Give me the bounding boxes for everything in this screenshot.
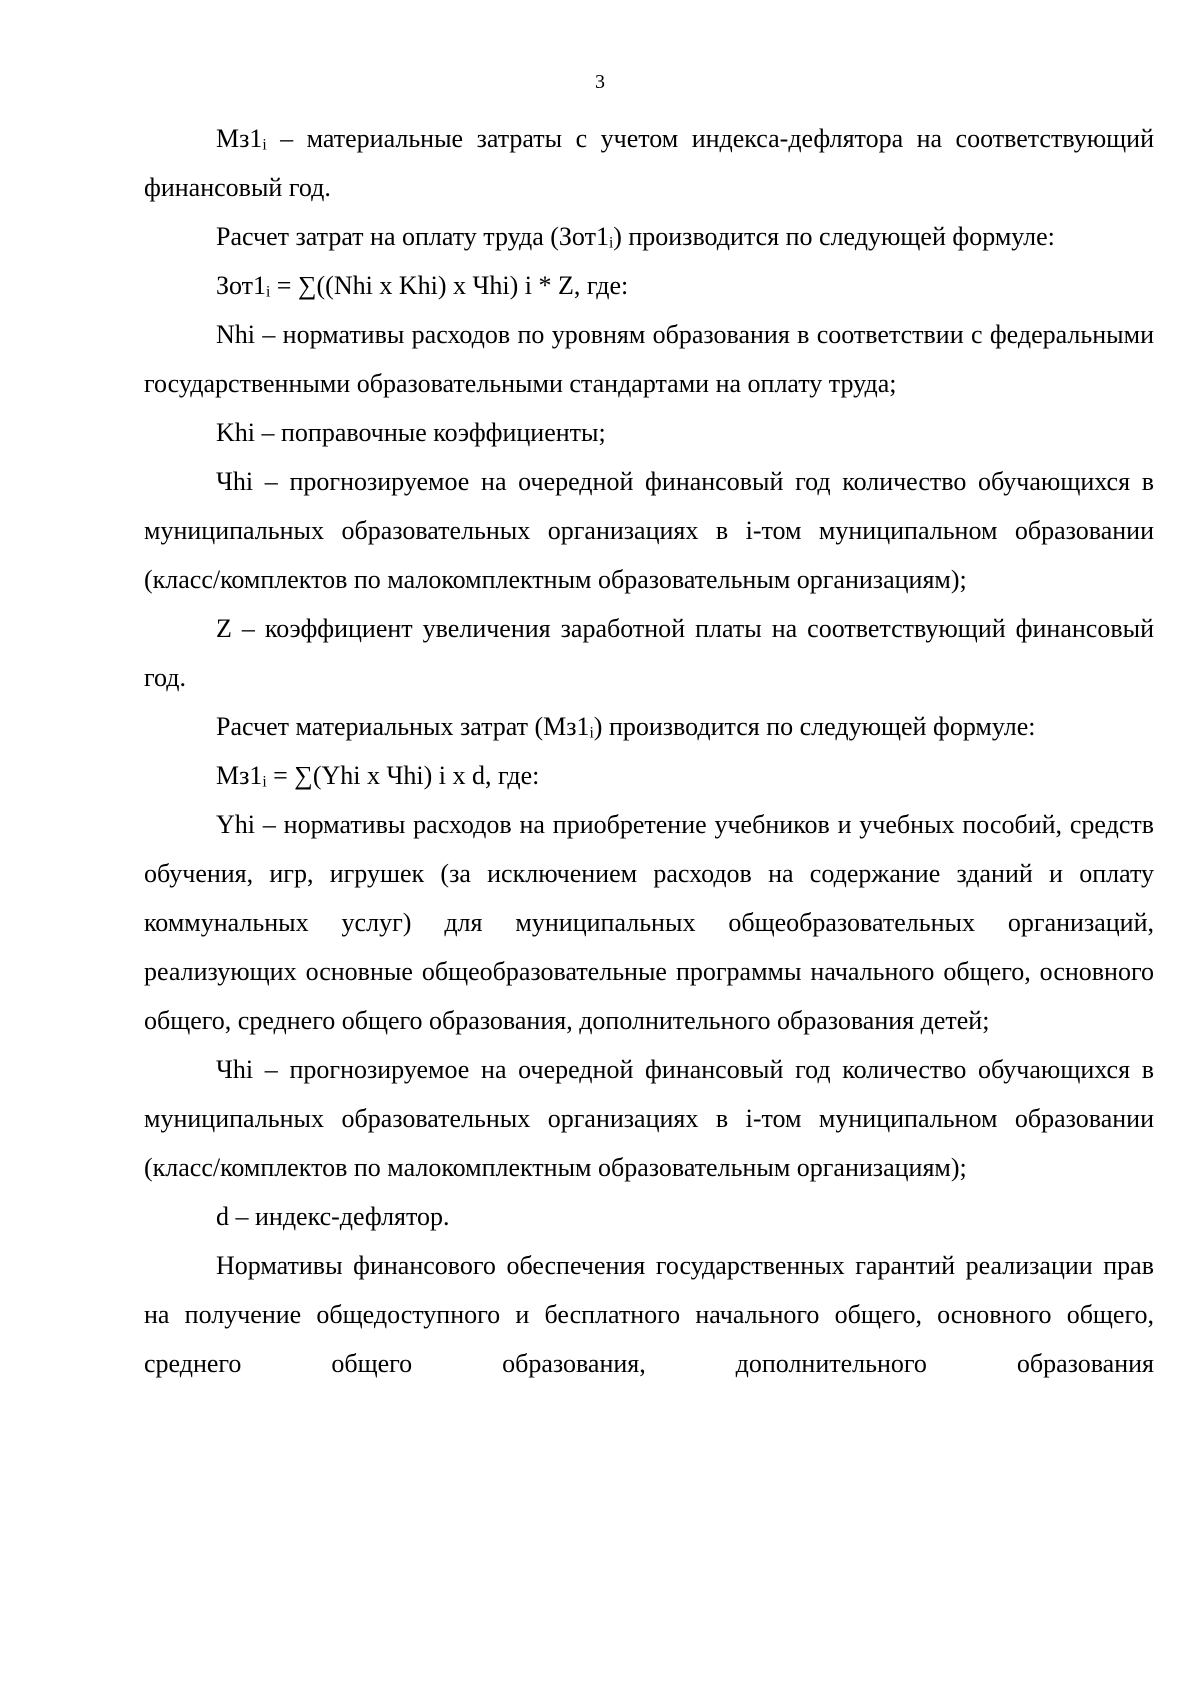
paragraph-nhi-def: Nhi – нормативы расходов по уровням образования в соответствии с федеральными государственными образовательными стандартами на оплату труда;: [144, 320, 1154, 398]
paragraph-khi-def: Khi – поправочные коэффициенты;: [216, 418, 606, 447]
paragraph-d-def: d – индекс-дефлятор.: [216, 1202, 450, 1231]
paragraph-chi-def-2: Чhi – прогнозируемое на очередной финансовый год количество обучающихся в муниципальных образовательных организациях в i-том муниципальном образовании (класс/комплектов по малокомплектным образовательным организациям);: [144, 1055, 1154, 1182]
paragraph-material-costs-def: Мз1ᵢ – материальные затраты с учетом индекса-дефлятора на соответствующий финансовый год.: [144, 124, 1154, 202]
paragraph-z-def: Z – коэффициент увеличения заработной платы на соответствующий финансовый год.: [144, 614, 1154, 692]
formula-labor-cost: Зот1ᵢ = ∑((Nhi х Khi) х Чhi) i * Z, где:: [216, 271, 629, 300]
paragraph-labor-cost-intro: Расчет затрат на оплату труда (Зот1ᵢ) производится по следующей формуле:: [216, 222, 1055, 251]
page-number: 3: [595, 71, 605, 93]
paragraph-normatives: Нормативы финансового обеспечения государственных гарантий реализации прав на получение общедоступного и бесплатного начального общего, основного общего, среднего общего образования, дополнительного образования: [144, 1251, 1154, 1378]
paragraph-chi-def: Чhi – прогнозируемое на очередной финансовый год количество обучающихся в муниципальных образовательных организациях в i-том муниципальном образовании (класс/комплектов по малокомплектным образовательным организациям);: [144, 467, 1154, 594]
formula-material-cost: Мз1ᵢ = ∑(Yhi х Чhi) i х d, где:: [216, 761, 540, 790]
paragraph-material-cost-intro: Расчет материальных затрат (Мз1ᵢ) производится по следующей формуле:: [216, 712, 1036, 741]
paragraph-yhi-def: Yhi – нормативы расходов на приобретение учебников и учебных пособий, средств обучения, игр, игрушек (за исключением расходов на содержание зданий и оплату коммунальных услуг) для муниципальных общеобразовательных организаций, реализующих основные общеобразовательные программы начального общего, основного общего, среднего общего образования, дополнительного образования детей;: [144, 810, 1154, 1035]
document-body: [144, 114, 1154, 1388]
